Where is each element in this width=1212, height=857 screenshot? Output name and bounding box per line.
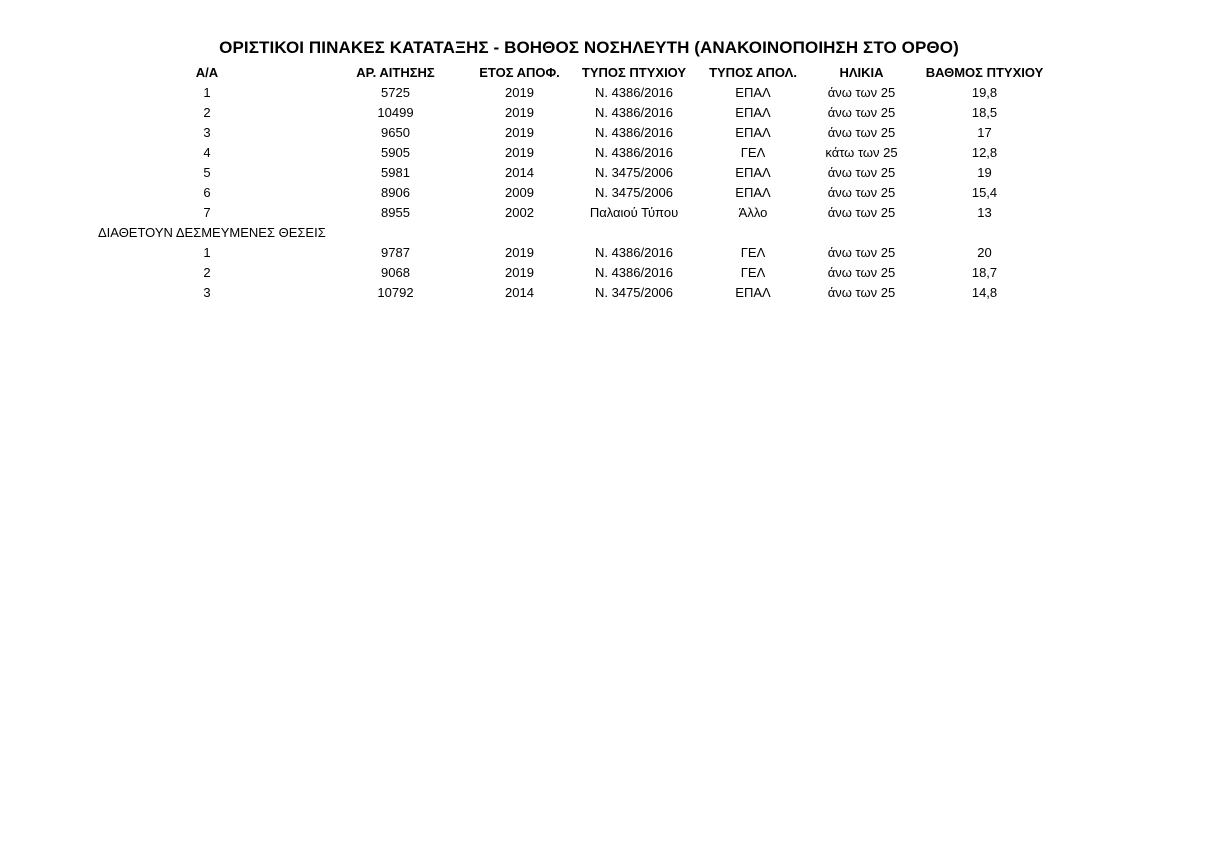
header-school-type: ΤΥΠΟΣ ΑΠΟΛ. — [709, 65, 797, 80]
cell-age: άνω των 25 — [827, 245, 896, 260]
table-row — [96, 183, 1050, 203]
cell-school-type: ΕΠΑΛ — [735, 105, 771, 120]
cell-degree-type: Ν. 4386/2016 — [594, 245, 674, 260]
cell-degree-grade: 13 — [977, 205, 992, 220]
cell-application-number: 8955 — [381, 205, 410, 220]
cell-degree-grade: 20 — [977, 245, 992, 260]
cell-age: άνω των 25 — [827, 205, 896, 220]
cell-graduation-year: 2019 — [505, 105, 534, 120]
cell-aa: 2 — [203, 265, 211, 280]
cell-age: άνω των 25 — [827, 85, 896, 100]
cell-application-number: 5981 — [381, 165, 410, 180]
cell-degree-grade: 18,5 — [971, 105, 998, 120]
cell-school-type: ΕΠΑΛ — [735, 85, 771, 100]
cell-degree-type: Ν. 3475/2006 — [594, 185, 674, 200]
cell-school-type: ΓΕΛ — [740, 145, 766, 160]
reserved-rows — [96, 243, 1050, 303]
cell-aa: 3 — [203, 285, 211, 300]
table-row — [96, 83, 1050, 103]
table-row — [96, 123, 1050, 143]
table-row — [96, 103, 1050, 123]
cell-school-type: ΓΕΛ — [740, 245, 766, 260]
cell-aa: 6 — [203, 185, 211, 200]
table-row — [96, 243, 1050, 263]
cell-aa: 2 — [203, 105, 211, 120]
page-title: ΟΡΙΣΤΙΚΟΙ ΠΙΝΑΚΕΣ ΚΑΤΑΤΑΞΗΣ - ΒΟΗΘΟΣ ΝΟΣΗΛΕΥΤΗ (ΑΝΑΚΟΙΝΟΠΟΙΗΣΗ ΣΤΟ ΟΡΘΟ) — [219, 38, 959, 57]
table-row — [96, 143, 1050, 163]
header-aa: Α/Α — [195, 65, 219, 80]
section-row — [96, 223, 1050, 243]
header-degree-type: ΤΥΠΟΣ ΠΤΥΧΙΟΥ — [581, 65, 687, 80]
ranking-table — [96, 63, 1050, 303]
cell-aa: 4 — [203, 145, 211, 160]
cell-graduation-year: 2019 — [505, 265, 534, 280]
cell-application-number: 9650 — [381, 125, 410, 140]
cell-degree-grade: 18,7 — [971, 265, 998, 280]
cell-degree-type: Ν. 4386/2016 — [594, 105, 674, 120]
cell-degree-type: Ν. 4386/2016 — [594, 265, 674, 280]
header-application-number: ΑΡ. ΑΙΤΗΣΗΣ — [356, 65, 435, 80]
cell-graduation-year: 2019 — [505, 245, 534, 260]
table-row — [96, 163, 1050, 183]
cell-application-number: 8906 — [381, 185, 410, 200]
table-row — [96, 283, 1050, 303]
cell-degree-type: Ν. 4386/2016 — [594, 145, 674, 160]
cell-age: άνω των 25 — [827, 125, 896, 140]
cell-aa: 5 — [203, 165, 211, 180]
cell-degree-grade: 12,8 — [971, 145, 998, 160]
table-row — [96, 203, 1050, 223]
main-rows — [96, 83, 1050, 223]
cell-application-number: 9787 — [381, 245, 410, 260]
cell-aa: 3 — [203, 125, 211, 140]
cell-degree-type: Ν. 4386/2016 — [594, 125, 674, 140]
cell-age: κάτω των 25 — [825, 145, 898, 160]
cell-graduation-year: 2019 — [505, 85, 534, 100]
cell-age: άνω των 25 — [827, 165, 896, 180]
cell-age: άνω των 25 — [827, 285, 896, 300]
cell-application-number: 10792 — [377, 285, 414, 300]
cell-degree-type: Ν. 4386/2016 — [594, 85, 674, 100]
cell-application-number: 5725 — [381, 85, 410, 100]
cell-application-number: 10499 — [377, 105, 414, 120]
cell-graduation-year: 2009 — [505, 185, 534, 200]
header-age: ΗΛΙΚΙΑ — [839, 65, 884, 80]
cell-degree-grade: 14,8 — [971, 285, 998, 300]
cell-degree-grade: 19,8 — [971, 85, 998, 100]
cell-school-type: ΕΠΑΛ — [735, 165, 771, 180]
cell-school-type: ΕΠΑΛ — [735, 285, 771, 300]
table-row — [96, 263, 1050, 283]
reserved-section — [96, 223, 1050, 243]
cell-school-type: Άλλο — [738, 205, 768, 220]
reserved-section-label: ΔΙΑΘΕΤΟΥΝ ΔΕΣΜΕΥΜΕΝΕΣ ΘΕΣΕΙΣ — [98, 225, 326, 240]
cell-application-number: 9068 — [381, 265, 410, 280]
cell-school-type: ΕΠΑΛ — [735, 185, 771, 200]
cell-school-type: ΓΕΛ — [740, 265, 766, 280]
cell-degree-grade: 15,4 — [971, 185, 998, 200]
cell-age: άνω των 25 — [827, 105, 896, 120]
cell-aa: 1 — [203, 85, 211, 100]
cell-graduation-year: 2002 — [505, 205, 534, 220]
cell-degree-type: Ν. 3475/2006 — [594, 165, 674, 180]
cell-degree-grade: 19 — [977, 165, 992, 180]
cell-aa: 1 — [203, 245, 211, 260]
cell-graduation-year: 2019 — [505, 145, 534, 160]
cell-graduation-year: 2014 — [505, 165, 534, 180]
cell-degree-grade: 17 — [977, 125, 992, 140]
cell-school-type: ΕΠΑΛ — [735, 125, 771, 140]
cell-graduation-year: 2014 — [505, 285, 534, 300]
header-graduation-year: ΕΤΟΣ ΑΠΟΦ. — [479, 65, 560, 80]
cell-age: άνω των 25 — [827, 185, 896, 200]
header-degree-grade: ΒΑΘΜΟΣ ΠΤΥΧΙΟΥ — [925, 65, 1044, 80]
cell-degree-type: Παλαιού Τύπου — [589, 205, 679, 220]
cell-aa: 7 — [203, 205, 211, 220]
cell-graduation-year: 2019 — [505, 125, 534, 140]
cell-degree-type: Ν. 3475/2006 — [594, 285, 674, 300]
header-row — [96, 63, 1050, 83]
cell-application-number: 5905 — [381, 145, 410, 160]
cell-age: άνω των 25 — [827, 265, 896, 280]
